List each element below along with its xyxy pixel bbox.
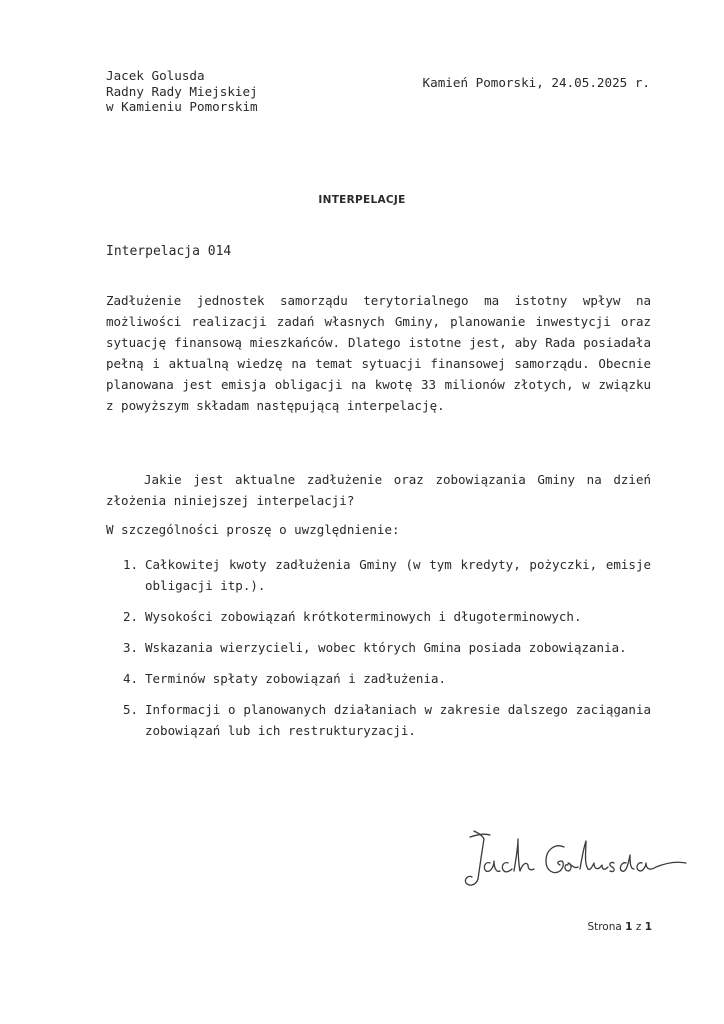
page-label: Strona	[587, 921, 622, 933]
page-total: 1	[644, 921, 652, 933]
sender-location: w Kamieniu Pomorskim	[106, 99, 258, 114]
document-title: INTERPELACJE	[318, 194, 406, 206]
list-item-number: 5.	[123, 702, 139, 717]
list-item	[106, 637, 651, 658]
list-item-number: 3.	[123, 640, 139, 655]
list-item	[106, 668, 651, 689]
intro-paragraph: Zadłużenie jednostek samorządu terytorialnego ma istotny wpływ na możliwości realizacji zadań własnych Gminy, planowanie inwestycji oraz sytuację finansową mieszkańców. Dlatego istotne jest, aby Rada posiadała pełną i aktualną wiedzę na temat sytuacji finansowej samorządu. Obecnie planowana jest emisja obligacji na kwotę 33 milionów złotych, w związku z powyższym składam następującą interpelację.	[106, 293, 651, 413]
list-item-text: Wysokości zobowiązań krótkoterminowych i długoterminowych.	[145, 609, 582, 624]
list-item-text: Terminów spłaty zobowiązań i zadłużenia.	[145, 671, 447, 686]
list-item-number: 1.	[123, 557, 139, 572]
list-item-number: 2.	[123, 609, 139, 624]
list-item-text: Informacji o planowanych działaniach w zakresie dalszego zaciągania zobowiązań lub ich restrukturyzacji.	[145, 702, 651, 738]
signature-text: Jacek Golusda	[460, 825, 468, 826]
list-item-text: Wskazania wierzycieli, wobec których Gmina posiada zobowiązania.	[145, 640, 627, 655]
request-list	[106, 554, 651, 751]
page-current: 1	[625, 921, 633, 933]
list-item	[106, 606, 651, 627]
question-paragraph: Jakie jest aktualne zadłużenie oraz zobowiązania Gminy na dzień złożenia niniejszej interpelacji?	[106, 472, 651, 508]
list-item-number: 4.	[123, 671, 139, 686]
page-separator: z	[635, 921, 642, 933]
page-number	[570, 921, 652, 933]
handwritten-signature	[460, 825, 690, 895]
list-item-text: Całkowitej kwoty zadłużenia Gminy (w tym kredyty, pożyczki, emisje obligacji itp.).	[145, 557, 651, 593]
place-date: Kamień Pomorski, 24.05.2025 r.	[422, 75, 650, 90]
sender-role: Radny Rady Miejskiej	[106, 83, 258, 99]
request-line: W szczególności proszę o uwzględnienie:	[106, 522, 400, 537]
sender-name: Jacek Golusda	[106, 68, 205, 83]
list-item	[106, 554, 651, 596]
interpellation-number: Interpelacja 014	[106, 244, 232, 259]
list-item	[106, 699, 651, 741]
sender-block	[106, 68, 258, 115]
